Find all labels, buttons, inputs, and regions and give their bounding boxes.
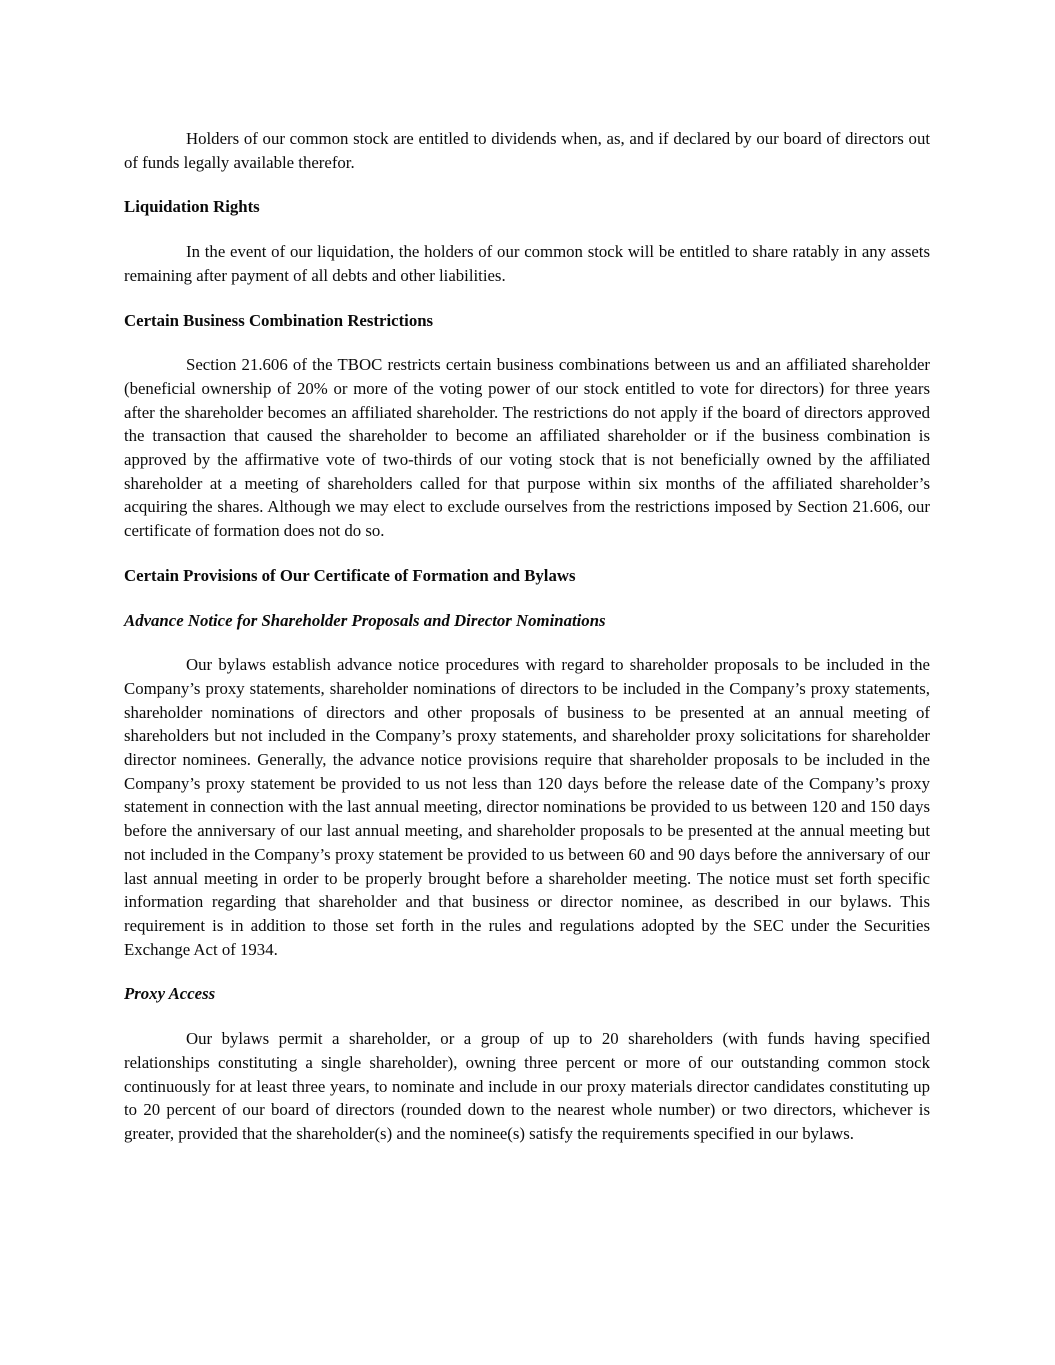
section-heading-business-combination-restrictions: Certain Business Combination Restrictions: [124, 310, 434, 330]
subsection-heading-proxy-access: Proxy Access: [124, 984, 216, 1004]
subsection-heading-advance-notice: Advance Notice for Shareholder Proposals and Director Nominations: [124, 610, 606, 630]
section-heading-liquidation-rights: Liquidation Rights: [124, 197, 260, 217]
paragraph-liquidation: In the event of our liquidation, the holders of our common stock will be entitled to share ratably in any assets remaining after payment of all debts and other liabilities.: [124, 242, 930, 285]
paragraph-proxy-access: Our bylaws permit a shareholder, or a group of up to 20 shareholders (with funds having specified relationships constituting a single shareholder), owning three percent or more of our outstanding common stock continuously for at least three years, to nominate and include in our proxy materials director candidates constituting up to 20 percent of our board of directors (rounded down to the nearest whole number) or two directors, whichever is greater, provided that the shareholder(s) and the nominee(s) satisfy the requirements specified in our bylaws.: [124, 1029, 930, 1143]
paragraph-advance-notice-procedures: Our bylaws establish advance notice procedures with regard to shareholder proposals to be included in the Company’s proxy statements, shareholder nominations of directors to be included in the Company’s proxy statements, shareholder nominations of directors and other proposals of business to be presented at an annual meeting of shareholders but not included in the Company’s proxy statements, and shareholder proxy solicitations for shareholder director nominees. Generally, the advance notice provisions require that shareholder proposals to be included in the Company’s proxy statement be provided to us not less than 120 days before the release date of the Company’s proxy statement in connection with the last annual meeting, director nominations be provided to us between 120 and 150 days before the anniversary of our last annual meeting, and shareholder proposals to be presented at the annual meeting but not included in the Company’s proxy statement be provided to us between 60 and 90 days before the anniversary of our last annual meeting in order to be properly brought before a shareholder meeting. The notice must set forth specific information regarding that shareholder and that business or director nominee, as described in our bylaws. This requirement is in addition to those set forth in the rules and regulations adopted by the SEC under the Securities Exchange Act of 1934.: [124, 655, 930, 959]
paragraph-tboc-section-21-606: Section 21.606 of the TBOC restricts certain business combinations between us and an affiliated shareholder (beneficial ownership of 20% or more of the voting power of our stock entitled to vote for directors) for three years after the shareholder becomes an affiliated shareholder. The restrictions do not apply if the board of directors approved the transaction that caused the shareholder to become an affiliated shareholder or if the business combination is approved by the affirmative vote of two-thirds of our voting stock that is not beneficially owned by the affiliated shareholder at a meeting of shareholders called for that purpose within six months of the affiliated shareholder’s acquiring the shares. Although we may elect to exclude ourselves from the restrictions imposed by Section 21.606, our certificate of formation does not do so.: [124, 355, 930, 541]
paragraph-dividends: Holders of our common stock are entitled to dividends when, as, and if declared by our board of directors out of funds legally available therefor.: [124, 129, 930, 172]
section-heading-certificate-of-formation-and-bylaws: Certain Provisions of Our Certificate of Formation and Bylaws: [124, 565, 576, 585]
